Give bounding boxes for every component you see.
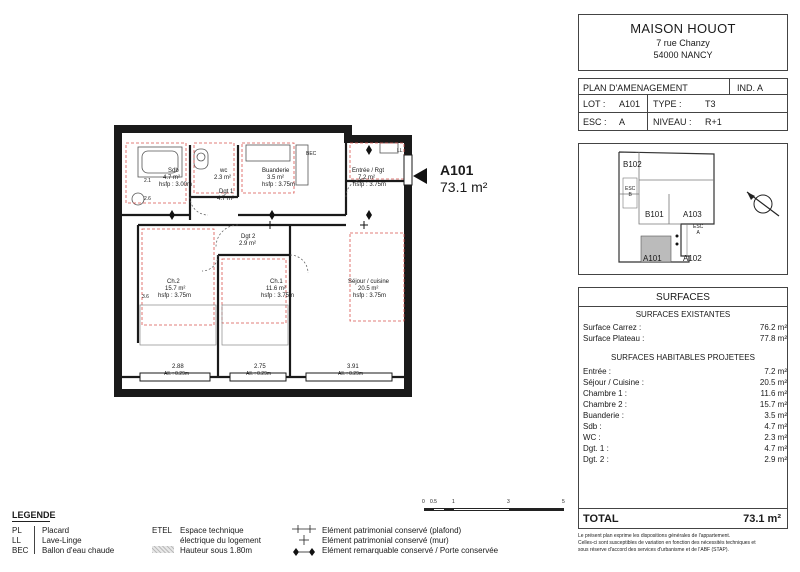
total-label: TOTAL bbox=[583, 513, 619, 525]
legend-symbol-desc: Elément remarquable conservé / Porte conservée bbox=[322, 546, 499, 555]
room-sejour-area: 20.5 m² bbox=[358, 286, 379, 292]
room-dgt1-name: Dgt 1 bbox=[219, 189, 234, 195]
projected-row: Sdb : 4.7 m² bbox=[583, 422, 787, 431]
legend-code: BEC bbox=[12, 546, 29, 555]
legend-etel-desc: électrique du logement bbox=[180, 536, 261, 545]
esc-value: A bbox=[619, 117, 626, 127]
room-buanderie-name: Buanderie bbox=[262, 168, 290, 174]
scale-tick: 0 bbox=[422, 499, 425, 505]
room-ch2-area: 15.7 m² bbox=[165, 286, 186, 292]
room-ch2-name: Ch.2 bbox=[167, 279, 180, 285]
legend-etel-code: ETEL bbox=[152, 526, 173, 535]
projected-row: Chambre 2 : 15.7 m² bbox=[583, 400, 787, 409]
projected-row: Chambre 1 : 11.6 m² bbox=[583, 389, 787, 398]
title-block bbox=[578, 14, 788, 71]
marker-h21: 2.1 bbox=[144, 178, 151, 184]
room-sejour-hsfp: hsfp : 3.75m bbox=[353, 293, 387, 299]
plan-info bbox=[578, 78, 788, 131]
existing-row: Surface Carrez : 76.2 m² bbox=[583, 323, 787, 332]
key-esc-a: ESC A bbox=[693, 224, 704, 236]
legend-symbol-desc: Elément patrimonial conservé (mur) bbox=[322, 536, 449, 545]
window-width: 2.88 bbox=[172, 364, 184, 370]
legend-etel-desc: Espace technique bbox=[180, 526, 244, 535]
type-label: TYPE : bbox=[653, 99, 682, 109]
unit-id: A101 bbox=[440, 162, 474, 178]
scale-bar bbox=[420, 500, 570, 520]
project-street: 7 rue Chanzy bbox=[656, 38, 710, 48]
legend-desc: Lave-Linge bbox=[42, 536, 82, 545]
room-sdb-hsfp: hsfp : 3.00m bbox=[159, 182, 193, 188]
projected-title: SURFACES HABITABLES PROJETEES bbox=[611, 353, 755, 362]
room-entree-name: Entrée / Rgt bbox=[352, 168, 385, 174]
key-lot-a103: A103 bbox=[683, 210, 702, 219]
room-ch1-name: Ch.1 bbox=[270, 279, 283, 285]
projected-row: Dgt. 1 : 4.7 m² bbox=[583, 444, 787, 453]
window-allege: All. : 0.29m bbox=[246, 371, 272, 377]
key-lot-a102: A102 bbox=[683, 254, 702, 263]
room-entree-area: 7.2 m² bbox=[358, 175, 376, 181]
room-dgt2-name: Dgt 2 bbox=[241, 234, 256, 240]
room-buanderie-hsfp: hsfp : 3.75m bbox=[262, 182, 296, 188]
marker-h26: 2.6 bbox=[144, 196, 151, 202]
disclaimer-line: Celles-ci sont susceptibles de variation en fonction des nécessités techniques et bbox=[578, 540, 756, 546]
room-dgt1-area: 4.7 m² bbox=[217, 196, 235, 202]
floor-plan bbox=[110, 125, 420, 400]
surfaces-panel bbox=[578, 287, 788, 529]
niveau-value: R+1 bbox=[705, 117, 722, 127]
hatch-swatch bbox=[152, 546, 174, 553]
room-ch1-area: 11.6 m² bbox=[266, 286, 286, 292]
legend-symbol-desc: Elément patrimonial conservé (plafond) bbox=[322, 526, 462, 535]
window-allege: All. : 0.29m bbox=[338, 371, 364, 377]
room-sdb-area: 4.7 m² bbox=[163, 175, 181, 181]
scale-tick: 0.5 bbox=[430, 499, 437, 505]
legend-symbols bbox=[290, 524, 318, 558]
room-wc-area: 2.3 m² bbox=[214, 175, 232, 181]
disclaimer-line: sous réserve d'accord des services d'urbanisme et de l'ABF (STAP). bbox=[578, 547, 729, 553]
key-plan bbox=[578, 143, 788, 275]
room-sejour-name: Séjour / cuisine bbox=[348, 279, 390, 285]
key-esc-b: ESC B bbox=[625, 186, 636, 198]
marker-etel: ETEL bbox=[370, 137, 383, 143]
unit-area: 73.1 m² bbox=[440, 179, 488, 195]
window-allege: All. : 0.29m bbox=[164, 371, 190, 377]
unit-pointer-icon bbox=[413, 168, 427, 184]
existing-title: SURFACES EXISTANTES bbox=[635, 310, 731, 319]
surfaces-title: SURFACES bbox=[656, 292, 710, 303]
room-entree-hsfp: hsfp : 3.75m bbox=[353, 182, 387, 188]
marker-pl: PL bbox=[349, 137, 356, 143]
room-wc-name: wc bbox=[220, 168, 228, 174]
fixtures bbox=[132, 143, 398, 205]
legend-hatch-desc: Hauteur sous 1.80m bbox=[180, 546, 253, 555]
window-width: 2.75 bbox=[254, 364, 266, 370]
key-lot-b101: B101 bbox=[645, 210, 664, 219]
marker-bec: BEC bbox=[306, 151, 317, 157]
total-value: 73.1 m² bbox=[743, 513, 781, 525]
lot-label: LOT : bbox=[583, 99, 606, 109]
north-arrow-icon bbox=[747, 192, 779, 216]
projected-row: Dgt. 2 : 2.9 m² bbox=[583, 455, 787, 464]
room-dgt2-area: 2.9 m² bbox=[239, 241, 257, 247]
projected-row: Entrée : 7.2 m² bbox=[583, 367, 787, 376]
room-sdb-name: Sdb bbox=[168, 168, 179, 174]
legend-desc: Placard bbox=[42, 526, 70, 535]
room-ch1-hsfp: hsfp : 3.75m bbox=[261, 293, 295, 299]
disclaimer-line: Le présent plan exprime les dispositions générales de l'appartement. bbox=[578, 533, 731, 539]
heritage-door-icon bbox=[293, 548, 299, 556]
room-ch2-hsfp: hsfp : 3.75m bbox=[158, 293, 192, 299]
type-value: T3 bbox=[705, 99, 716, 109]
scale-tick: 5 bbox=[562, 499, 565, 505]
plan-label: PLAN D'AMENAGEMENT bbox=[583, 83, 688, 93]
legend-code: PL bbox=[12, 526, 22, 535]
projected-row: Séjour / Cuisine : 20.5 m² bbox=[583, 378, 787, 387]
window-width: 3.91 bbox=[347, 364, 359, 370]
scale-tick: 3 bbox=[507, 499, 510, 505]
key-lot-a101: A101 bbox=[643, 254, 662, 263]
existing-row: Surface Plateau : 77.8 m² bbox=[583, 334, 787, 343]
marker-ll: LL bbox=[397, 148, 403, 154]
esc-label: ESC : bbox=[583, 117, 607, 127]
lot-value: A101 bbox=[619, 99, 641, 109]
legend-desc: Ballon d'eau chaude bbox=[42, 546, 115, 555]
scale-tick: 1 bbox=[452, 499, 455, 505]
projected-row: WC : 2.3 m² bbox=[583, 433, 787, 442]
legend-title: LEGENDE bbox=[12, 510, 56, 520]
project-name: MAISON HOUOT bbox=[630, 21, 736, 36]
windows bbox=[140, 155, 412, 381]
niveau-label: NIVEAU : bbox=[653, 117, 692, 127]
projected-row: Buanderie : 3.5 m² bbox=[583, 411, 787, 420]
key-lot-b102: B102 bbox=[623, 160, 642, 169]
project-city: 54000 NANCY bbox=[653, 50, 713, 60]
plan-index: IND. A bbox=[737, 83, 764, 93]
legend-code: LL bbox=[12, 536, 21, 545]
room-buanderie-area: 3.5 m² bbox=[267, 175, 285, 181]
marker-h36: 3.6 bbox=[142, 294, 149, 300]
